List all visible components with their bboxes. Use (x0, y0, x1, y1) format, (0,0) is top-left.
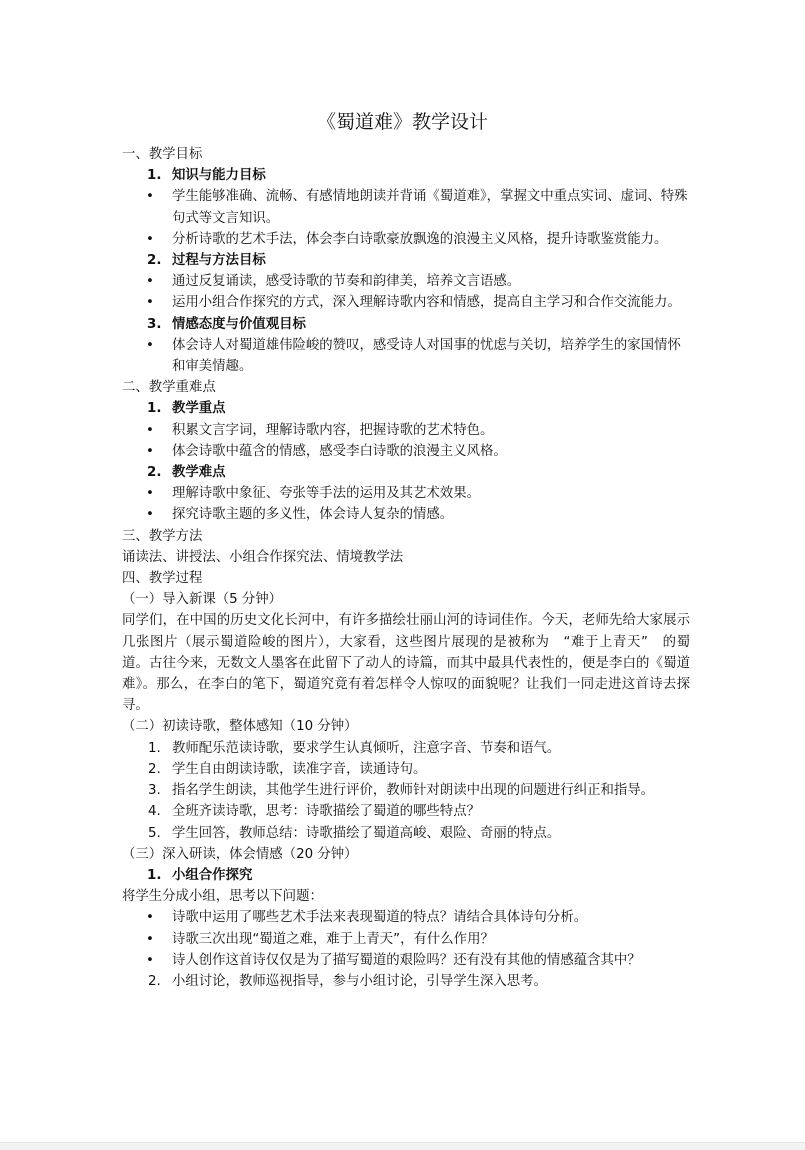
subheading-key-focus (122, 398, 690, 419)
list-item: • 诗歌三次出现“蜀道之难，难于上青天”，有什么作用？ (122, 929, 690, 950)
list-item: • 运用小组合作探究的方式，深入理解诗歌内容和情感，提高自主学习和合作交流能力。 (122, 292, 690, 313)
list-item: • 通过反复诵读，感受诗歌的节奏和韵律美，培养文言语感。 (122, 271, 690, 292)
bullet-icon: • (146, 486, 154, 502)
list-item: • 诗人创作这首诗仅仅是为了描写蜀道的艰险吗？还有没有其他的情感蕴含其中？ (122, 950, 690, 971)
section-heading-methods: 三、教学方法 (122, 528, 203, 544)
step-item: 3. 指名学生朗读，其他学生进行评价，教师针对朗读中出现的问题进行纠正和指导。 (148, 783, 655, 799)
step-item: 5. 学生回答，教师总结：诗歌描绘了蜀道高峻、艰险、奇丽的特点。 (148, 825, 561, 841)
intro-paragraph: 同学们，在中国的历史文化长河中，有许多描绘壮丽山河的诗词佳作。今天，老师先给大家展示几张图片（展示蜀道险峻的图片），大家看，这些图片展现的是被称为 “难于上青天” 的蜀道。古往今来，无数文人墨客在此留下了动人的诗篇，而其中最具代表性的，便是李白的《蜀道难》。那么，在李白的笔下，蜀道究竟有着怎样令人惊叹的面貌呢？让我们一同走进这首诗去探寻。 (122, 613, 690, 714)
subheading-number: 1. (147, 867, 162, 883)
subheading-label: 教学难点 (172, 465, 226, 481)
document-body (122, 144, 690, 992)
bullet-icon: • (146, 910, 154, 926)
step-item: 2. 小组讨论，教师巡视指导，参与小组讨论，引导学生深入思考。 (148, 973, 547, 989)
subheading-values (122, 314, 690, 335)
group-intro-text: 将学生分成小组，思考以下问题： (122, 889, 323, 905)
step-item: 4. 全班齐读诗歌，思考：诗歌描绘了蜀道的哪些特点？ (148, 804, 480, 820)
subheading-number: 1. (147, 168, 162, 184)
list-item: • 积累文言字词，理解诗歌内容，把握诗歌的艺术特色。 (122, 420, 690, 441)
subheading-group-inquiry (122, 865, 690, 886)
subheading-difficulty (122, 462, 690, 483)
subheading-number: 2. (147, 465, 162, 481)
list-item: • 体会诗人对蜀道雄伟险峻的赞叹，感受诗人对国事的忧虑与关切，培养学生的家国情怀和审美情趣。 (122, 335, 690, 377)
bullet-icon: • (146, 507, 154, 523)
part-heading-intro: （一）导入新课（5 分钟） (122, 592, 283, 608)
bullet-icon: • (146, 931, 154, 947)
subheading-label: 情感态度与价值观目标 (172, 316, 306, 332)
section-heading-keypoints: 二、教学重难点 (122, 380, 216, 396)
bullet-icon: • (146, 337, 154, 353)
bullet-icon: • (146, 274, 154, 290)
subheading-number: 3. (147, 316, 162, 332)
methods-text: 诵读法、讲授法、小组合作探究法、情境教学法 (122, 549, 404, 565)
section-heading-process: 四、教学过程 (122, 571, 203, 587)
subheading-number: 2. (147, 253, 162, 269)
bullet-icon: • (146, 231, 154, 247)
list-item: • 探究诗歌主题的多义性，体会诗人复杂的情感。 (122, 504, 690, 525)
subheading-label: 教学重点 (172, 401, 226, 417)
subheading-label: 小组合作探究 (172, 867, 253, 883)
section-heading-goals: 一、教学目标 (122, 147, 203, 162)
bullet-icon: • (146, 422, 154, 438)
bullet-icon: • (146, 443, 154, 459)
subheading-label: 知识与能力目标 (172, 168, 266, 184)
bullet-icon: • (146, 952, 154, 968)
list-item: • 分析诗歌的艺术手法，体会李白诗歌豪放飘逸的浪漫主义风格，提升诗歌鉴赏能力。 (122, 229, 690, 250)
bullet-icon: • (146, 295, 154, 311)
bullet-icon: • (146, 189, 154, 205)
list-item: • 体会诗歌中蕴含的情感，感受李白诗歌的浪漫主义风格。 (122, 441, 690, 462)
subheading-number: 1. (147, 401, 162, 417)
subheading-process-method (122, 250, 690, 271)
subheading-knowledge (122, 165, 690, 186)
list-item: • 诗歌中运用了哪些艺术手法来表现蜀道的特点？请结合具体诗句分析。 (122, 907, 690, 928)
list-item: • 学生能够准确、流畅、有感情地朗读并背诵《蜀道难》，掌握文中重点实词、虚词、特殊句式等文言知识。 (122, 186, 690, 228)
subheading-label: 过程与方法目标 (172, 253, 266, 269)
list-item: • 理解诗歌中象征、夸张等手法的运用及其艺术效果。 (122, 483, 690, 504)
part-heading-deep-reading: （三）深入研读，体会情感（20 分钟） (122, 846, 358, 862)
step-item: 2. 学生自由朗读诗歌，读准字音，读通诗句。 (148, 761, 427, 777)
part-heading-first-reading: （二）初读诗歌，整体感知（10 分钟） (122, 719, 358, 735)
page-title: 《蜀道难》教学设计 (316, 111, 488, 133)
step-item: 1. 教师配乐范读诗歌，要求学生认真倾听，注意字音、节奏和语气。 (148, 740, 561, 756)
